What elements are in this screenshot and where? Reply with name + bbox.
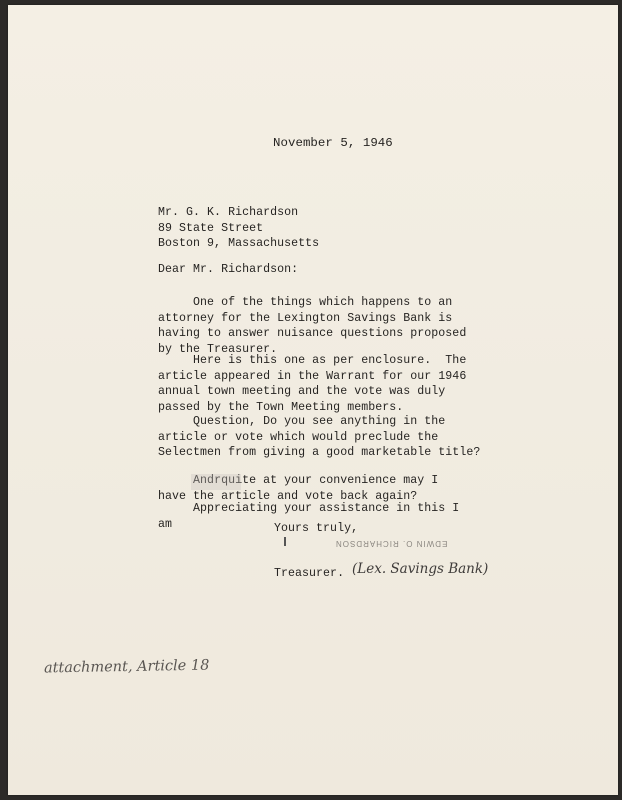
- paragraph-line: have the article and vote back again?: [158, 489, 418, 503]
- signature-title: [274, 566, 344, 582]
- paragraph-2: [158, 353, 466, 416]
- paragraph-line: Here is this one as per enclosure. The: [158, 354, 467, 367]
- closing: [274, 521, 358, 537]
- paragraph-line: annual town meeting and the vote was duly: [158, 385, 446, 399]
- recipient-address: [158, 205, 319, 252]
- paragraph-line: am: [158, 517, 173, 531]
- paragraph-line: One of the things which happens to an: [158, 296, 453, 309]
- paragraph-4: [158, 473, 438, 504]
- recipient-street: 89 State Street: [158, 221, 264, 235]
- recipient-city: Boston 9, Massachusetts: [158, 237, 320, 251]
- salutation-line: Dear Mr. Richardson:: [158, 263, 299, 276]
- recipient-name: Mr. G. K. Richardson: [158, 206, 299, 219]
- handwritten-note: (Lex. Savings Bank): [352, 561, 489, 577]
- paragraph-line: Question, Do you see anything in the: [158, 415, 446, 428]
- paragraph-line: [158, 473, 438, 489]
- indent: [158, 474, 193, 487]
- closing-line: Yours truly,: [274, 522, 359, 535]
- paragraph-line: having to answer nuisance questions proposed: [158, 327, 467, 341]
- paragraph-line: article appeared in the Warrant for our 1946: [158, 369, 467, 383]
- paragraph-1: [158, 295, 466, 358]
- handwritten-attachment-note: attachment, Article 18: [43, 657, 210, 677]
- paragraph-line: article or vote which would preclude the: [158, 430, 439, 444]
- name-stamp: EDWIN O. RICHARDSON: [335, 539, 448, 548]
- paragraph-line: passed by the Town Meeting members.: [158, 401, 404, 415]
- line-rest: at your convenience may I: [256, 474, 439, 487]
- letter-paper: [8, 5, 618, 795]
- struck-word: Andrquite: [193, 474, 257, 487]
- salutation: [158, 262, 298, 278]
- signature-mark: [284, 537, 286, 546]
- paragraph-line: by the Treasurer.: [158, 343, 278, 357]
- paragraph-line: Selectmen from giving a good marketable title?: [158, 446, 481, 460]
- paragraph-line: attorney for the Lexington Savings Bank is: [158, 311, 453, 325]
- date-line: November 5, 1946: [273, 136, 393, 150]
- letter-date: [273, 136, 393, 152]
- paragraph-line: Appreciating your assistance in this I: [158, 502, 460, 515]
- signature-title-line: Treasurer.: [274, 567, 345, 580]
- paragraph-3: [158, 414, 480, 461]
